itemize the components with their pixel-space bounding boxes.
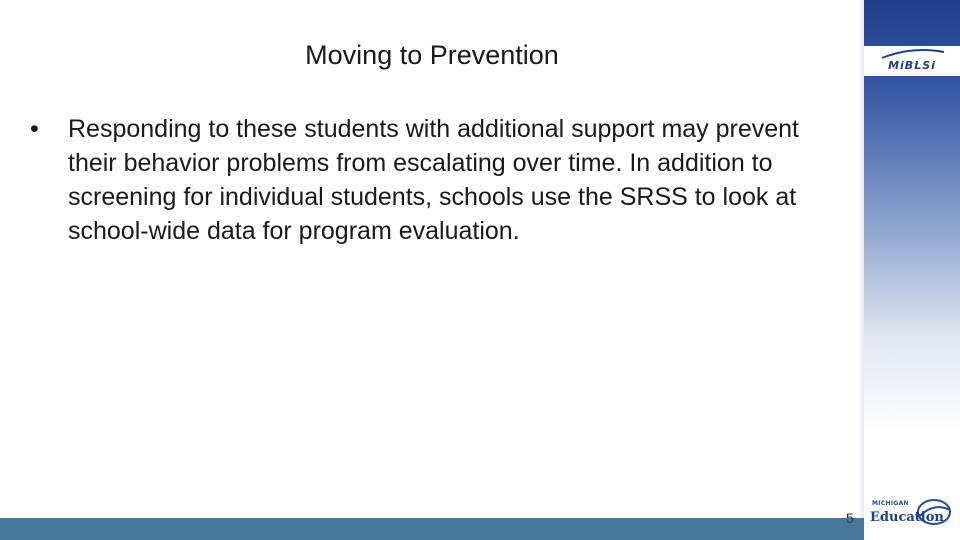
- page-number: 5: [846, 510, 854, 526]
- miblsi-logo-text: MiBLSi: [888, 58, 936, 72]
- side-band: [864, 0, 960, 540]
- slide-content: [30, 112, 850, 248]
- bullet-item: [30, 112, 850, 248]
- bullet-icon: •: [30, 115, 39, 143]
- michigan-label: MICHIGAN: [872, 500, 909, 507]
- bullet-text: Responding to these students with additional support may prevent their behavior problems from escalating over time. In addition to screening for individual students, schools use the SRSS to look at school-wide data for program evaluation.: [68, 115, 800, 245]
- slide-title: Moving to Prevention: [305, 40, 559, 70]
- education-label: Education: [870, 510, 944, 525]
- slide-title-container: [0, 40, 864, 71]
- footer-bar: [0, 518, 864, 540]
- miblsi-logo: [864, 46, 960, 76]
- michigan-education-logo: [868, 496, 954, 536]
